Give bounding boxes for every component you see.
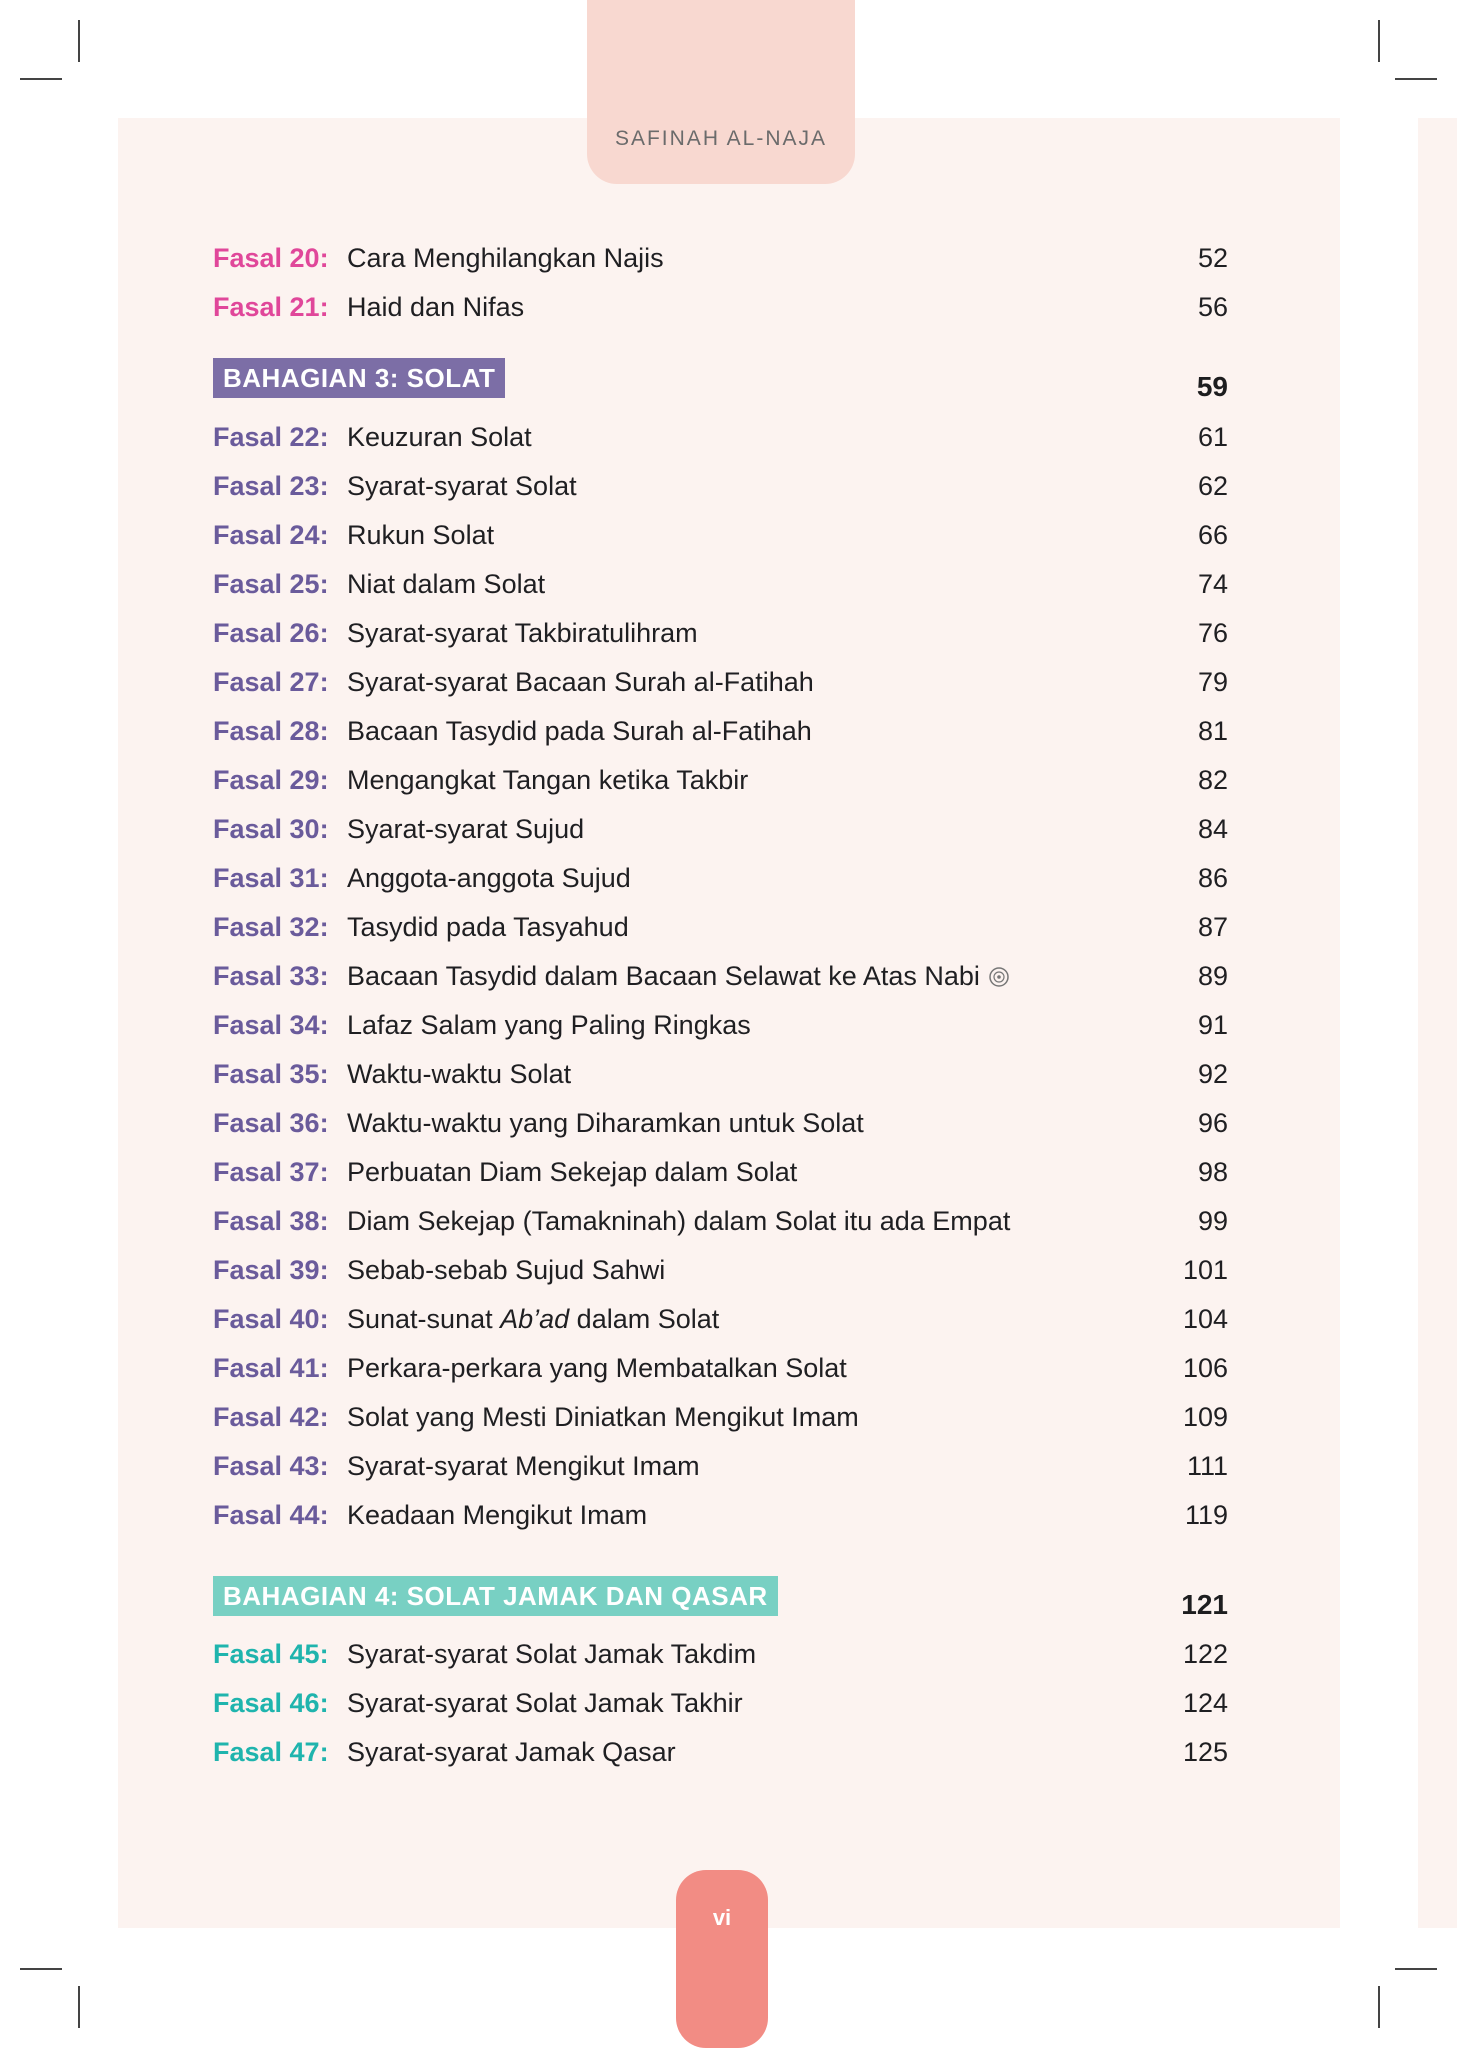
toc-entry[interactable] [213,1495,1228,1535]
entry-label: Fasal 31: [213,863,329,893]
entry-title-pre: Sunat-sunat [347,1304,501,1334]
toc-entry[interactable] [213,238,1228,278]
entry-label: Fasal 34: [213,1010,329,1040]
crop-mark [1395,1968,1437,1970]
toc-entry[interactable] [213,907,1228,947]
entry-page: 87 [1197,912,1228,942]
entry-page: 66 [1197,520,1228,550]
entry-label: Fasal 41: [213,1353,329,1383]
toc-entry[interactable] [213,1201,1228,1241]
toc-entry[interactable] [213,466,1228,506]
toc-entry[interactable] [213,1054,1228,1094]
entry-title: Perbuatan Diam Sekejap dalam Solat [347,1157,798,1187]
section-heading[interactable]: BAHAGIAN 3: SOLAT [213,358,505,398]
crop-mark [78,1986,80,2028]
entry-page: 89 [1197,961,1228,991]
entry-page: 119 [1184,1500,1228,1530]
entry-label: Fasal 43: [213,1451,329,1481]
toc-entry[interactable] [213,417,1228,457]
toc-entry[interactable] [213,1152,1228,1192]
entry-page: 122 [1182,1639,1228,1669]
entry-title: Syarat-syarat Bacaan Surah al-Fatihah [347,667,814,697]
footer-tab [676,1870,768,2048]
entry-title: Rukun Solat [347,520,495,550]
entry-page: 124 [1182,1688,1228,1718]
entry-page: 109 [1182,1402,1228,1432]
toc-entry[interactable] [213,1732,1228,1772]
toc-entry[interactable] [213,515,1228,555]
entry-title: Keadaan Mengikut Imam [347,1500,648,1530]
entry-page: 98 [1197,1157,1228,1187]
entry-title: Lafaz Salam yang Paling Ringkas [347,1010,751,1040]
entry-page: 125 [1182,1737,1228,1767]
entry-label: Fasal 38: [213,1206,329,1236]
entry-label: Fasal 40: [213,1304,329,1334]
entry-title: Syarat-syarat Takbiratulihram [347,618,698,648]
toc-entry[interactable] [213,809,1228,849]
entry-title: Perkara-perkara yang Membatalkan Solat [347,1353,847,1383]
entry-title: Anggota-anggota Sujud [347,863,631,893]
entry-label: Fasal 32: [213,912,329,942]
crop-mark [78,20,80,62]
entry-title: Niat dalam Solat [347,569,546,599]
entry-label: Fasal 23: [213,471,329,501]
entry-title [347,956,1010,996]
entry-title-text: Bacaan Tasydid dalam Bacaan Selawat ke Atas Nabi [347,961,980,991]
entry-title: Syarat-syarat Jamak Qasar [347,1737,676,1767]
entry-label: Fasal 37: [213,1157,329,1187]
toc-entry[interactable] [213,858,1228,898]
toc-entry[interactable] [213,956,1228,996]
entry-title: Solat yang Mesti Diniatkan Mengikut Imam [347,1402,859,1432]
entry-title: Cara Menghilangkan Najis [347,243,664,273]
toc-entry[interactable] [213,287,1228,327]
entry-title: Syarat-syarat Solat Jamak Takdim [347,1639,757,1669]
entry-label: Fasal 26: [213,618,329,648]
toc-entry[interactable] [213,1634,1228,1674]
entry-page: 99 [1197,1206,1228,1236]
entry-title: Diam Sekejap (Tamakninah) dalam Solat itu ada Empat [347,1206,1011,1236]
toc-entry[interactable] [213,1103,1228,1143]
salawat-icon [988,966,1010,988]
entry-title: Syarat-syarat Mengikut Imam [347,1451,700,1481]
entry-page: 81 [1197,716,1228,746]
entry-title: Keuzuran Solat [347,422,532,452]
entry-label: Fasal 46: [213,1688,329,1718]
entry-page: 79 [1197,667,1228,697]
toc-entry[interactable] [213,1250,1228,1290]
entry-title: Tasydid pada Tasyahud [347,912,629,942]
entry-label: Fasal 44: [213,1500,329,1530]
toc-entry[interactable] [213,711,1228,751]
entry-title: Syarat-syarat Sujud [347,814,585,844]
section-page: 121 [1181,1589,1228,1620]
entry-page: 96 [1197,1108,1228,1138]
entry-title: Bacaan Tasydid pada Surah al-Fatihah [347,716,812,746]
entry-label: Fasal 47: [213,1737,329,1767]
entry-label: Fasal 29: [213,765,329,795]
entry-label: Fasal 24: [213,520,329,550]
entry-page: 61 [1197,422,1228,452]
entry-title-italic: Ab’ad [500,1304,570,1334]
page-number: vi [712,1905,732,1930]
entry-label: Fasal 39: [213,1255,329,1285]
entry-label: Fasal 35: [213,1059,329,1089]
crop-mark [1395,78,1437,80]
crop-mark [20,1968,62,1970]
section-heading[interactable]: BAHAGIAN 4: SOLAT JAMAK DAN QASAR [213,1576,778,1616]
crop-mark [1378,1986,1380,2028]
toc-entry[interactable] [213,662,1228,702]
toc-entry[interactable] [213,613,1228,653]
entry-title: Mengangkat Tangan ketika Takbir [347,765,749,795]
toc-entry[interactable] [213,1446,1228,1486]
entry-title [347,1299,719,1339]
toc-entry[interactable] [213,1005,1228,1045]
entry-label: Fasal 45: [213,1639,329,1669]
toc-entry[interactable] [213,1683,1228,1723]
entry-page: 106 [1182,1353,1228,1383]
toc-entry[interactable] [213,1299,1228,1339]
entry-page: 52 [1197,243,1228,273]
entry-title: Haid dan Nifas [347,292,525,322]
entry-page: 74 [1197,569,1228,599]
running-header: SAFINAH AL-NAJA [614,127,828,150]
entry-title: Waktu-waktu Solat [347,1059,572,1089]
header-tab [587,0,855,184]
entry-label: Fasal 27: [213,667,329,697]
crop-mark [20,78,62,80]
entry-label: Fasal 20: [213,243,329,273]
entry-title-post: dalam Solat [569,1304,720,1334]
entry-page: 62 [1197,471,1228,501]
entry-label: Fasal 28: [213,716,329,746]
toc-entry[interactable] [213,564,1228,604]
entry-page: 56 [1197,292,1228,322]
entry-label: Fasal 25: [213,569,329,599]
side-strip [1418,118,1457,1928]
entry-label: Fasal 36: [213,1108,329,1138]
entry-title: Syarat-syarat Solat [347,471,577,501]
entry-page: 101 [1182,1255,1228,1285]
section-page: 59 [1196,371,1228,402]
entry-label: Fasal 22: [213,422,329,452]
entry-title: Syarat-syarat Solat Jamak Takhir [347,1688,743,1718]
entry-label: Fasal 30: [213,814,329,844]
entry-page: 111 [1186,1451,1228,1481]
toc-entry[interactable] [213,1348,1228,1388]
toc-entry[interactable] [213,760,1228,800]
entry-page: 104 [1182,1304,1228,1334]
toc-entry[interactable] [213,1397,1228,1437]
entry-page: 86 [1197,863,1228,893]
entry-label: Fasal 42: [213,1402,329,1432]
entry-label: Fasal 33: [213,961,329,991]
entry-title: Sebab-sebab Sujud Sahwi [347,1255,666,1285]
entry-page: 92 [1197,1059,1228,1089]
entry-page: 76 [1197,618,1228,648]
entry-label: Fasal 21: [213,292,329,322]
entry-page: 82 [1197,765,1228,795]
crop-mark [1378,20,1380,62]
entry-page: 91 [1197,1010,1228,1040]
entry-page: 84 [1197,814,1228,844]
entry-title: Waktu-waktu yang Diharamkan untuk Solat [347,1108,864,1138]
